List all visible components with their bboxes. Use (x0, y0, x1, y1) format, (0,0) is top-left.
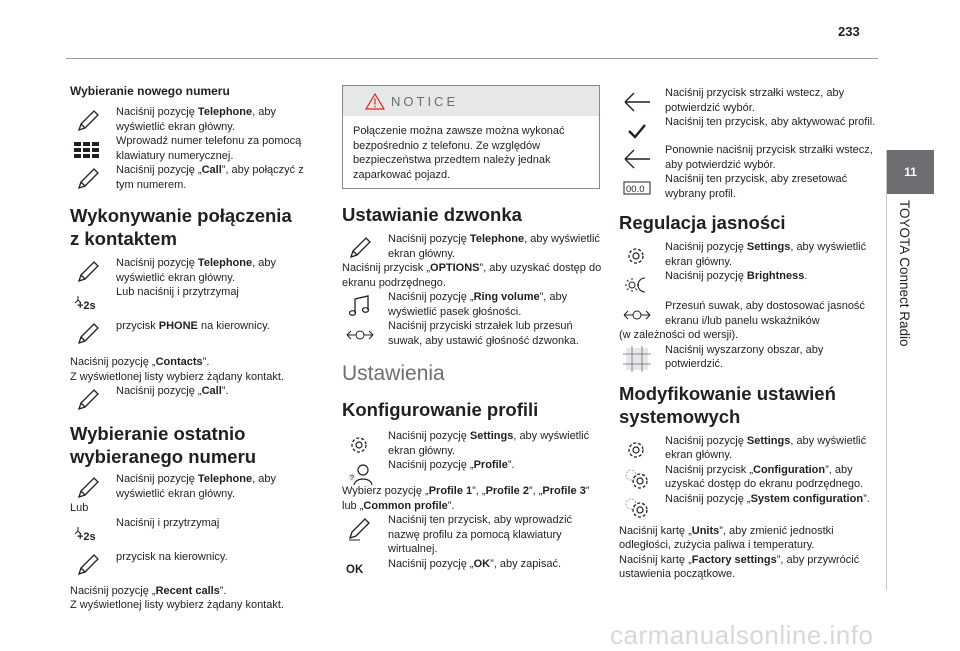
double-gear-icon (623, 495, 651, 521)
step-hold: +2s Lub naciśnij i przytrzymaj (70, 285, 320, 311)
para-version: (w zależności od wersji). (619, 329, 739, 341)
ok-icon: OK (346, 563, 364, 576)
heading-profiles: Konfigurowanie profili (342, 399, 539, 420)
para-profile-choice: Wybierz pozycję „Profile 1”, „Profile 2”, „Profile 3” lub „Common profile”. (342, 485, 590, 512)
step-settings: Naciśnij pozycję Settings, aby wyświetlić ekran główny. (342, 429, 604, 458)
step-system-config: Naciśnij pozycję „System configuration”. (619, 492, 881, 520)
step-profile-name: Naciśnij ten przycisk, aby wprowadzić nazwę profilu za pomocą klawiatury wirtualnej. (342, 513, 604, 557)
step-telephone-3: Naciśnij pozycję Telephone, aby wyświetlić ekran główny. (70, 472, 320, 501)
step-steering-button: przycisk na kierownicy. (70, 542, 320, 580)
para-recent: Naciśnij pozycję „Recent calls”. Z wyświetlonej listy wybierz żądany kontakt. (70, 584, 284, 611)
step-profile: ? Naciśnij pozycję „Profile”. (342, 458, 604, 484)
slider-arrows-icon (623, 302, 651, 328)
para-contacts: Naciśnij pozycję „Contacts”. Z wyświetlonej listy wybierz żądany kontakt. (70, 356, 284, 383)
music-note-icon (346, 293, 374, 319)
pencil-icon (74, 321, 102, 347)
gear-icon (623, 243, 651, 269)
para-options: Naciśnij przycisk „OPTIONS”, aby uzyskać dostęp do ekranu podrzędnego. (342, 262, 602, 289)
para-units: Naciśnij kartę „Units”, aby zmienić jednostki odległości, zużycia paliwa i temperatury. (619, 524, 834, 551)
svg-text:+2s: +2s (77, 300, 96, 312)
step-ring-volume: Naciśnij pozycję „Ring volume”, aby wyświetlić pasek głośności. (342, 290, 604, 319)
grey-area-icon (623, 346, 651, 372)
column-1 (70, 84, 320, 613)
step-activate: Naciśnij ten przycisk, aby aktywować profil. (619, 115, 881, 143)
back-arrow-icon (623, 89, 651, 115)
notice-box (342, 85, 600, 189)
heading-settings: Ustawienia (342, 362, 445, 385)
reset-counter-icon (623, 175, 651, 201)
step-reset: 00.0 Naciśnij ten przycisk, aby zresetować wybrany profil. (619, 172, 881, 201)
checkmark-icon (623, 118, 651, 144)
heading-brightness: Regulacja jasności (619, 212, 786, 233)
heading-new-number: Wybieranie nowego numeru (70, 84, 230, 98)
step-configuration: Naciśnij przycisk „Configuration”, aby uzyskać dostęp do ekranu podrzędnego. (619, 463, 881, 492)
step-call: Naciśnij pozycję „Call”, aby połączyć z tym numerem. (70, 163, 320, 192)
double-gear-icon (623, 466, 651, 492)
page-number: 233 (838, 24, 860, 39)
pencil-icon (74, 259, 102, 285)
step-keypad: Wprowadź numer telefonu za pomocą klawiatury numerycznej. (70, 134, 320, 163)
heading-system: Modyfikowanie ustawień systemowych (619, 382, 836, 427)
step-ok: OK Naciśnij pozycję „OK”, aby zapisać. (342, 557, 604, 581)
step-call-2: Naciśnij pozycję „Call”. (70, 384, 320, 412)
para-factory: Naciśnij kartę „Factory settings”, aby przywrócić ustawienia początkowe. (619, 553, 860, 580)
chapter-rule (886, 150, 887, 590)
para-or: Lub (70, 502, 89, 514)
gear-icon (623, 437, 651, 463)
step-back-1: Naciśnij przycisk strzałki wstecz, aby potwierdzić wybór. (619, 86, 881, 115)
step-telephone-4: Naciśnij pozycję Telephone, aby wyświetlić ekran główny. (342, 232, 604, 261)
pencil-icon (74, 108, 102, 134)
step-telephone-2: Naciśnij pozycję Telephone, aby wyświetlić ekran główny. (70, 256, 320, 285)
notice-body: Połączenie można zawsze można wykonać bezpośrednio z telefonu. Ze względów bezpieczeństwa przedtem należy jednak zaparkować pojazd. (353, 125, 565, 181)
watermark: carmanualsonline.info (610, 620, 874, 650)
step-grey-area: Naciśnij wyszarzony obszar, aby potwierdzić. (619, 343, 881, 372)
profile-icon (346, 461, 374, 487)
step-slide-brightness: Przesuń suwak, aby dostosować jasność ekranu i/lub panelu wskaźników (619, 299, 881, 328)
column-2 (342, 203, 604, 581)
keypad-icon (74, 137, 102, 163)
heading-contacts: Wykonywanie połączenia z kontaktem (70, 205, 292, 249)
pencil-icon (74, 552, 102, 578)
chapter-title: TOYOTA Connect Radio (897, 200, 912, 347)
pencil-icon (74, 387, 102, 413)
svg-text:00.0: 00.0 (626, 184, 645, 195)
step-settings-3: Naciśnij pozycję Settings, aby wyświetlić ekran główny. (619, 434, 881, 463)
svg-text:+2s: +2s (77, 530, 96, 543)
step-back-2: Ponownie naciśnij przycisk strzałki wstecz, aby potwierdzić wybór. (619, 143, 881, 172)
heading-ringtone: Ustawianie dzwonka (342, 204, 522, 225)
header-rule (66, 58, 878, 59)
pencil-icon (74, 475, 102, 501)
notice-header (343, 86, 599, 116)
gear-icon (346, 432, 374, 458)
pencil-icon (346, 235, 374, 261)
step-telephone: Naciśnij pozycję Telephone, aby wyświetlić ekran główny. (70, 105, 320, 134)
step-slider: Naciśnij przyciski strzałek lub przesuń suwak, aby ustawić głośność dzwonka. (342, 319, 604, 348)
pencil-icon (74, 166, 102, 192)
column-3 (619, 86, 881, 582)
chapter-tab: 11 (887, 150, 934, 194)
heading-recent: Wybieranie ostatnio wybieranego numeru (70, 423, 257, 467)
slider-arrows-icon (346, 322, 374, 348)
svg-text:?: ? (350, 475, 354, 482)
back-arrow-icon (623, 146, 651, 172)
edit-pen-icon (346, 516, 374, 542)
sun-moon-icon (623, 272, 651, 298)
step-brightness: Naciśnij pozycję Brightness. (619, 269, 881, 299)
step-hold-2: +2s Naciśnij i przytrzymaj (70, 516, 320, 542)
step-phone-button: przycisk PHONE na kierownicy. (70, 311, 320, 349)
step-settings-2: Naciśnij pozycję Settings, aby wyświetlić ekran główny. (619, 240, 881, 269)
notice-title: NOTICE (391, 94, 459, 109)
warning-icon (365, 93, 385, 110)
